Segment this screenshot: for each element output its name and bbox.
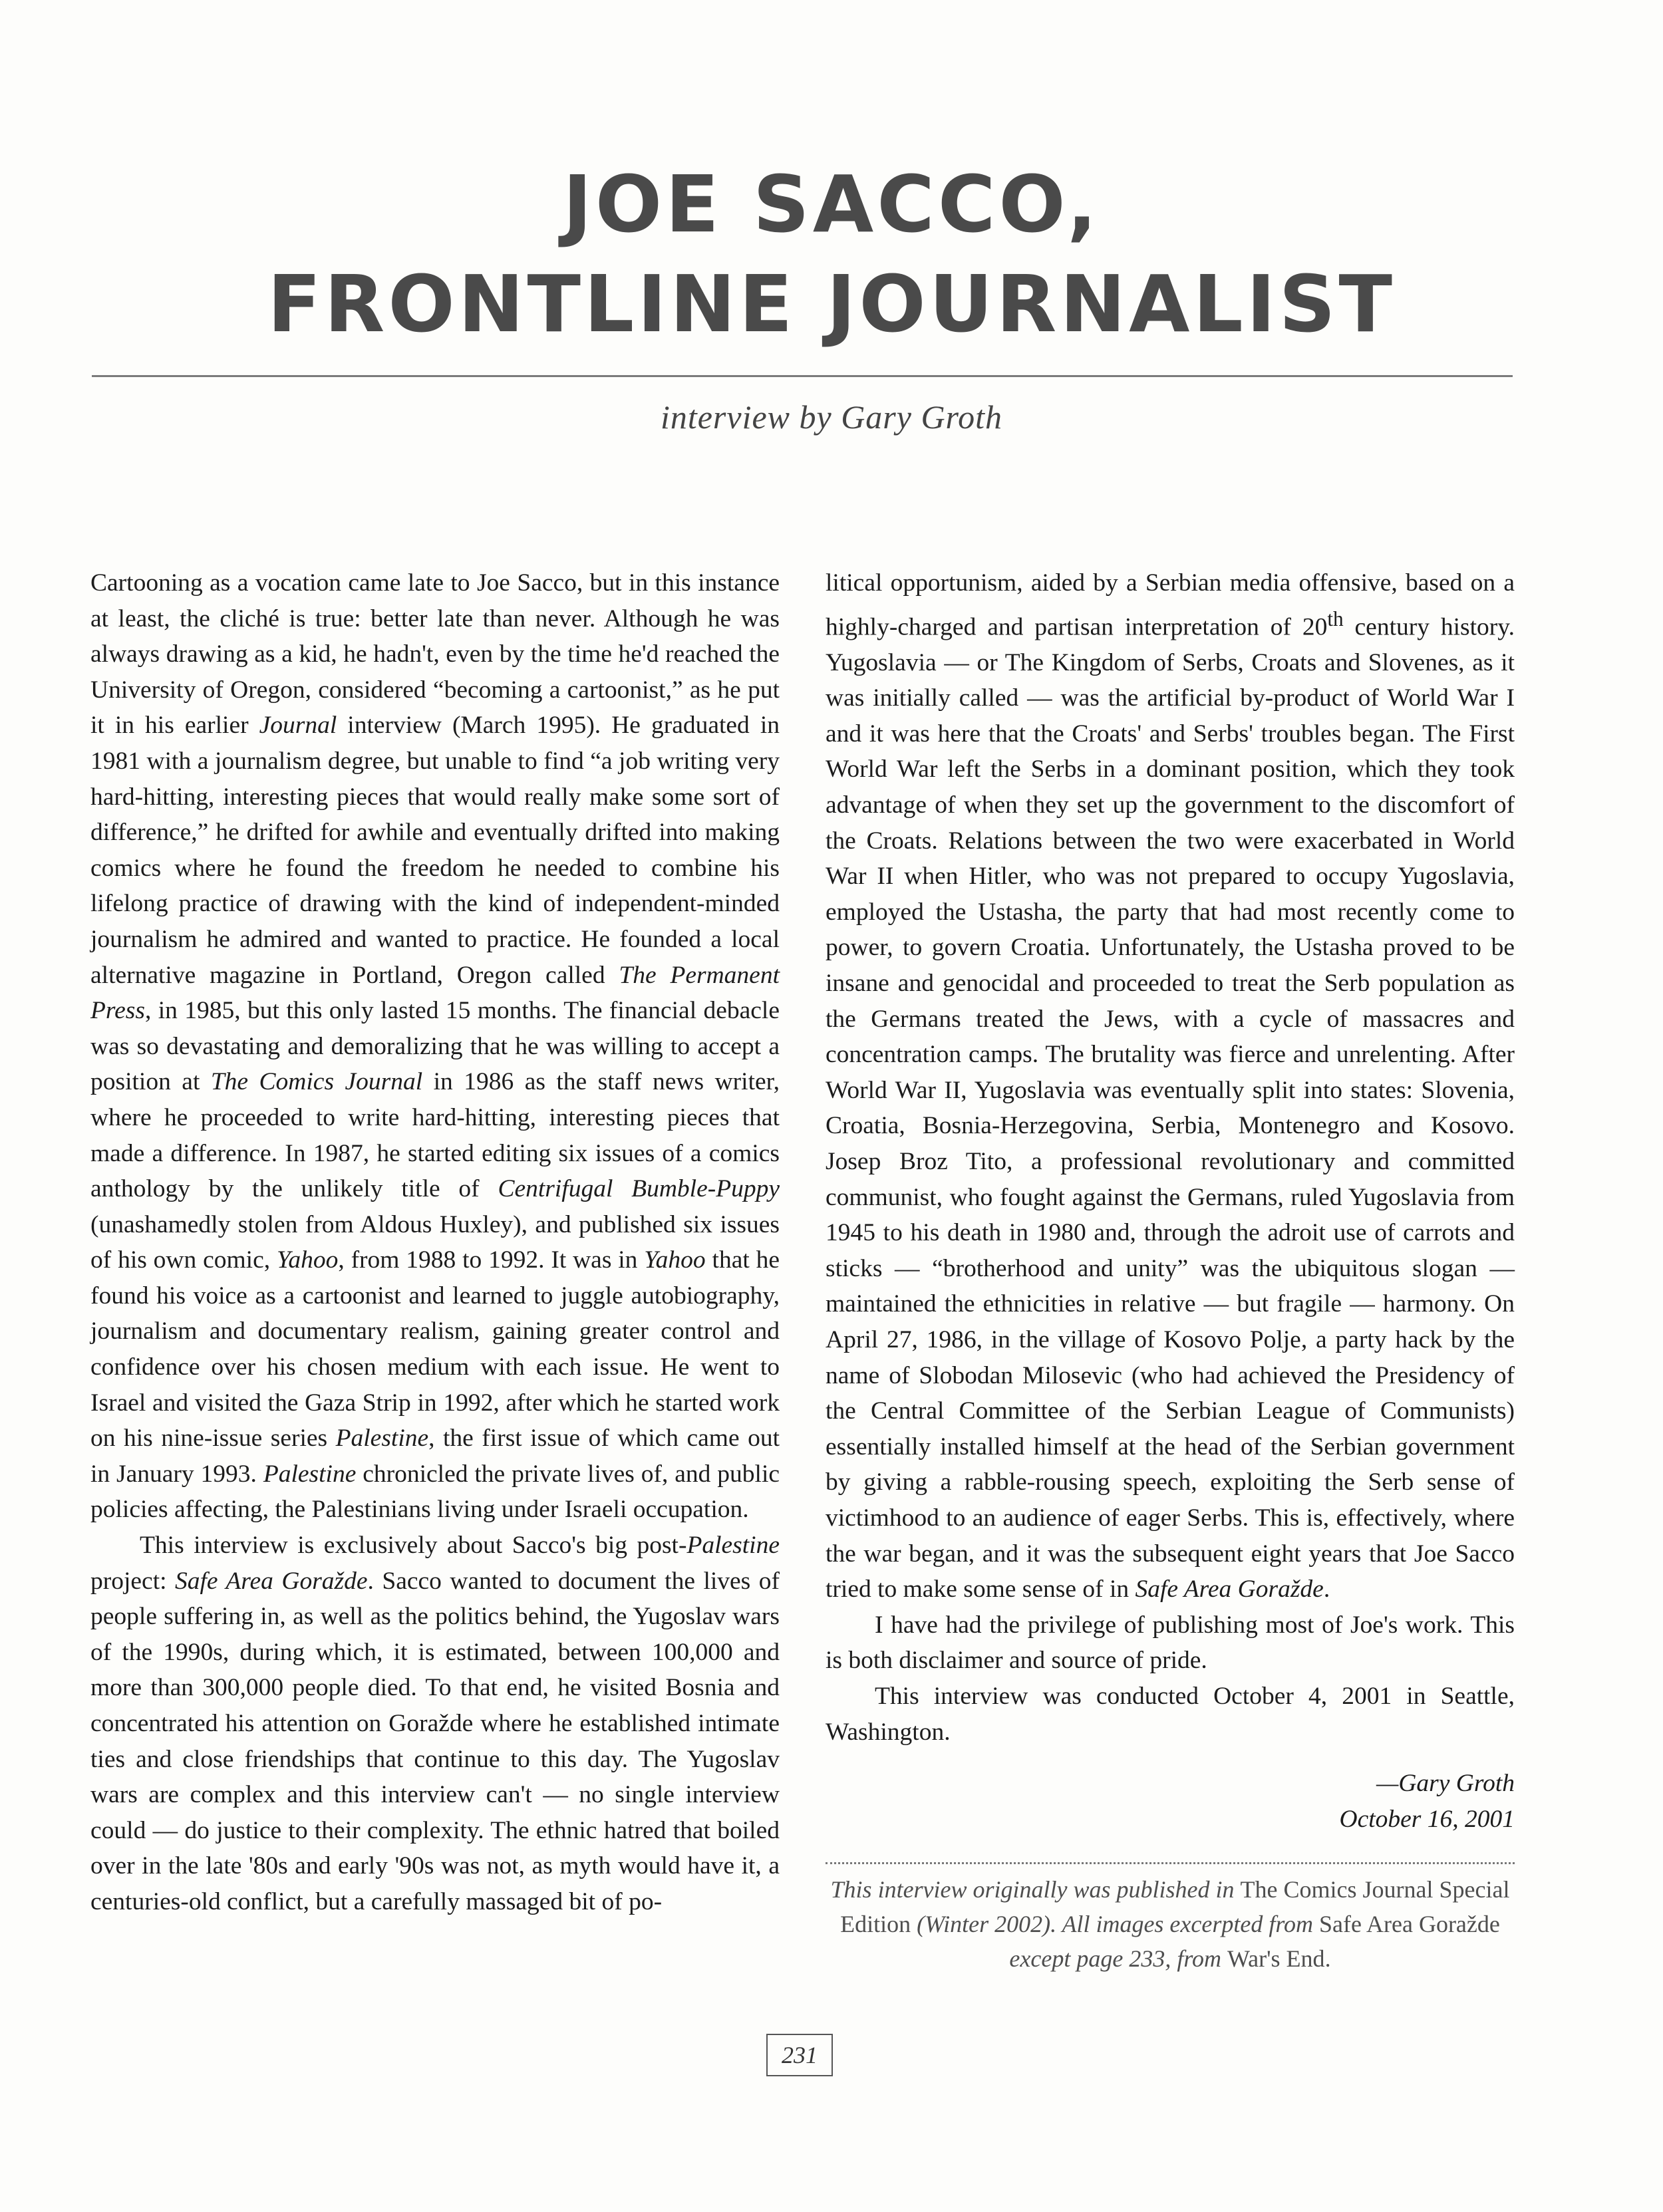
text-run: that he found his voice as a cartoonist and learned to juggle autobiography, journalism and documentary realism, gaining greater control and confidence over his chosen medium with each issue. He went to Israel and visited the Gaza Strip in 1992, after which he started work on his nine-issue series [90,1246,780,1452]
note-text: except page 233, from [1009,1945,1227,1973]
context-paragraph [90,1528,780,1920]
text-run: litical opportunism, aided by a Serbian media offensive, based on a highly-charged and partisan interpretation of 20 [826,569,1515,641]
context-paragraph-continued [826,565,1515,1607]
note-book-title: Safe Area Goražde [1319,1911,1500,1938]
byline: interview by Gary Groth [660,398,1003,436]
italic-title: The Permanent Press [90,961,780,1025]
note-text: This interview originally was published in [830,1876,1241,1903]
italic-title: Safe Area Goražde [1135,1576,1324,1603]
italic-title: Yahoo [276,1246,339,1274]
text-run: (unashamedly stolen from Aldous Huxley), and published six issues of his own comic, [90,1210,780,1274]
italic-title: Yahoo [644,1246,706,1274]
italic-title: Palestine [335,1425,429,1452]
disclaimer-paragraph: I have had the privilege of publishing most of Joe's work. This is both disclaimer and source of pride. [826,1611,1515,1675]
superscript: th [1327,607,1344,630]
note-text: (Winter 2002). All images excerpted from [917,1911,1320,1938]
page-number: 231 [766,2034,833,2076]
date-paragraph: This interview was conducted October 4, 2001 in Seattle, Washington. [826,1682,1515,1746]
note-text: . [1324,1945,1331,1973]
text-run: in 1986 as the staff news writer, where he proceeded to write hard-hitting, interesting pieces that made a difference. In 1987, he started editing six issues of a comics anthology by the unlikely title of [90,1068,780,1203]
text-run: This interview is exclusively about Sacco's big post- [140,1532,687,1560]
body-column-right [826,565,1515,1976]
signoff-date: October 16, 2001 [1339,1805,1515,1833]
text-run: Cartooning as a vocation came late to Joe Sacco, but in this instance at least, the cliché is true: better late than never. Although he was always drawing as a kid, he hadn't, even by the time he'd reached the University of Oregon, considered “becoming a cartoonist,” as he put it in his earlier [90,569,780,740]
text-run: interview (March 1995). He graduated in 1981 with a journalism degree, but unable to find “a job writing very hard-hitting, interesting pieces that would really make some sort of difference,” he drifted for awhile and eventually drifted into making comics where he found the freedom he needed to combine his lifelong practice of drawing with the kind of independent-minded journalism he admired and wanted to practice. He founded a local alternative magazine in Portland, Oregon called [90,712,780,989]
italic-title: Centrifugal Bumble-Puppy [498,1175,780,1203]
italic-title: Palestine [263,1460,357,1488]
note-divider [826,1862,1515,1864]
text-run: , in 1985, but this only lasted 15 months. The financial debacle was so devastating and demoralizing that he was willing to accept a position at [90,997,780,1096]
italic-title: The Comics Journal [210,1068,423,1096]
title-line-1: JOE SACCO, [563,158,1100,250]
text-run: . [1323,1576,1330,1603]
text-run: , from 1988 to 1992. It was in [338,1246,645,1274]
title-line-2: FRONTLINE JOURNALIST [267,258,1396,350]
title-rule [92,375,1513,377]
note-book-title: War's End [1227,1945,1325,1973]
note-journal-title: The Comics Journal Special Edition [840,1876,1510,1938]
signoff-name: —Gary Groth [1376,1770,1515,1798]
text-run: . Sacco wanted to document the lives of people suffering in, as well as the politics behind, the Yugoslav wars of the 1990s, during which, it is estimated, between 100,000 and more than 300,000 people died. To that end, he visited Bosnia and concentrated his attention on Goražde where he established intimate ties and close friendships that continue to this day. The Yugoslav wars are complex and this interview can't — no single interview could — do justice to their complexity. The ethnic hatred that boiled over in the late '80s and early '90s was not, as myth would have it, a centuries-old conflict, but a carefully massaged bit of po- [90,1567,780,1915]
body-column-left [90,565,780,1920]
text-run: , the first issue of which came out in January 1993. [90,1425,780,1488]
italic-title: Journal [259,712,337,740]
text-run: century history. Yugoslavia — or The Kingdom of Serbs, Croats and Slovenes, as it was initially called — was the artificial by-product of World War I and it was here that the Croats' and Serbs' troubles began. The First World War left the Serbs in a dominant position, which they took advantage of when they set up the government to the discomfort of the Croats. Relations between the two were exacerbated in World War II when Hitler, who was not prepared to occupy Yugoslavia, employed the Ustasha, the party that had most recently come to power, to govern Croatia. Unfortunately, the Ustasha proved to be insane and genocidal and proceeded to treat the Serb population as the Germans treated the Jews, with a cycle of massacres and concentration camps. The brutality was fierce and unrelenting. After World War II, Yugoslavia was eventually split into states: Slovenia, Croatia, Bosnia-Herzegovina, Serbia, Montenegro and Kosovo. Josep Broz Tito, a professional revolutionary and committed communist, who fought against the Germans, ruled Yugoslavia from 1945 to his death in 1980 and, through the adroit use of carrots and sticks — “brotherhood and unity” was the ubiquitous slogan — maintained the ethnicities in relative — but fragile — harmony. On April 27, 1986, in the village of Kosovo Polje, a party hack by the name of Slobodan Milosevic (who had achieved the Presidency of the Central Committee of the Serbian League of Communists) essentially installed himself at the head of the Serbian government by giving a rabble-rousing speech, exploiting the Serb sense of victimhood to an audience of eager Serbs. This is, effectively, where the war began, and it was the subsequent eight years that Joe Sacco tried to make some sense of in [826,613,1515,1603]
italic-title: Safe Area Goražde [175,1567,368,1595]
article-title [0,154,1663,354]
intro-paragraph [90,565,780,1528]
italic-title: Palestine [686,1532,780,1560]
publication-note [826,1872,1515,1976]
text-run: chronicled the private lives of, and public policies affecting, the Palestinians living under Israeli occupation. [90,1460,780,1524]
text-run: project: [90,1567,176,1595]
